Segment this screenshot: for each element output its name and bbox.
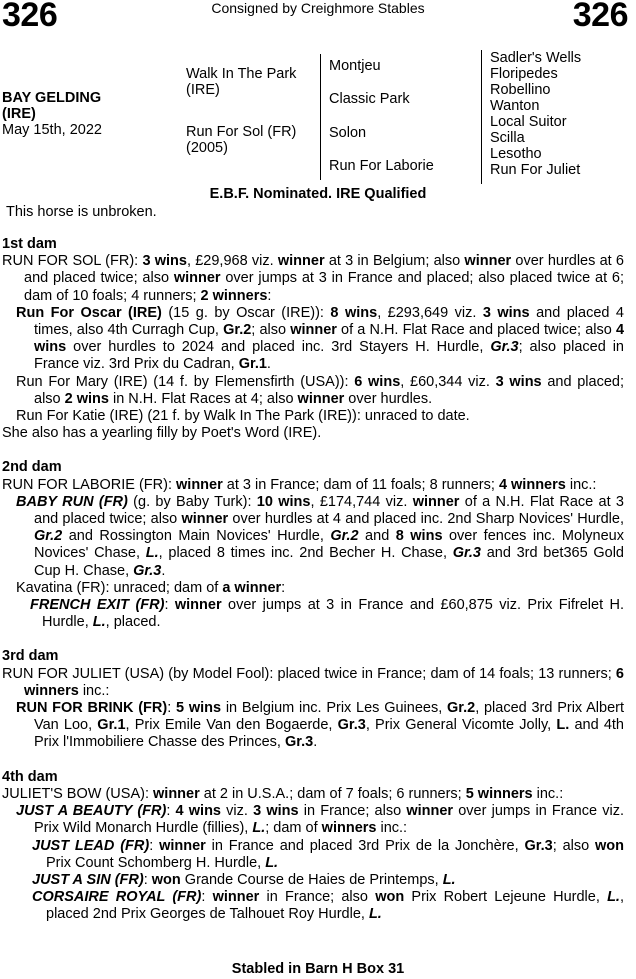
- pedigree-sire: Walk In The Park (IRE): [186, 66, 297, 98]
- pedigree-divider: [320, 54, 321, 180]
- dam-paragraph: RUN FOR LABORIE (FR): winner at 3 in France; dam of 11 foals; 8 runners; 4 winners inc.:: [2, 476, 597, 493]
- offspring-paragraph: She also has a yearling filly by Poet's Word (IRE).: [2, 425, 322, 442]
- section-heading: 4th dam: [2, 768, 58, 785]
- dam-paragraph: RUN FOR SOL (FR): 3 wins, £29,968 viz. winner at 3 in Belgium; also winner over hurdles at 6 and placed twice; also winner over jumps at 3 in France and placed; also placed twice at 6; dam of 10 foals; 4 runners; 2 winners:: [2, 253, 625, 304]
- horse-origin: (IRE): [2, 106, 36, 122]
- pedigree-dam-dam: Run For Laborie: [329, 158, 434, 174]
- offspring-paragraph: RUN FOR BRINK (FR): 5 wins in Belgium inc. Prix Les Guinees, Gr.2, placed 3rd Prix Albert Van Loo, Gr.1, Prix Emile Van den Bogaerde, Gr.3, Prix General Vicomte Jolly, L. and 4th Prix l'Immobiliere Chasse des Princes, Gr.3.: [16, 700, 624, 751]
- offspring-paragraph: Run For Katie (IRE) (21 f. by Walk In The Park (IRE)): unraced to date.: [16, 408, 470, 425]
- offspring-paragraph: Run For Oscar (IRE) (15 g. by Oscar (IRE)): 8 wins, £293,649 viz. 3 wins and placed 4 times, also 4th Curragh Cup, Gr.2; also winner of a N.H. Flat Race and placed twice; also 4 wins over hurdles to 2024 and placed inc. 3rd Stayers H. Hurdle, Gr.3; also placed in France viz. 3rd Prix du Cadran, Gr.1.: [16, 304, 625, 373]
- offspring-paragraph: Run For Mary (IRE) (14 f. by Flemensfirth (USA)): 6 wins, £60,344 viz. 3 wins and placed; also 2 wins in N.H. Flat Races at 4; also winner over hurdles.: [16, 373, 625, 407]
- horse-description: BAY GELDING: [2, 90, 102, 106]
- nomination-status: E.B.F. Nominated. IRE Qualified: [209, 186, 427, 202]
- section-heading: 2nd dam: [2, 459, 62, 476]
- pedigree-sire-sire: Montjeu: [329, 58, 381, 74]
- horse-info: [2, 90, 102, 138]
- offspring-paragraph: Kavatina (FR): unraced; dam of a winner:: [16, 579, 286, 596]
- consignor: Consigned by Creighmore Stables: [211, 0, 425, 16]
- stabling-info: Stabled in Barn H Box 31: [231, 961, 405, 977]
- offspring-paragraph: CORSAIRE ROYAL (FR): winner in France; also won Prix Robert Lejeune Hurdle, L., placed 2nd Prix Georges de Talhouet Roy Hurdle, L.: [32, 889, 624, 923]
- dam-paragraph: RUN FOR JULIET (USA) (by Model Fool): placed twice in France; dam of 14 foals; 13 runners; 6 winners inc.:: [2, 665, 624, 699]
- offspring-paragraph: JUST A BEAUTY (FR): 4 wins viz. 3 wins in France; also winner over jumps in France viz. Prix Wild Monarch Hurdle (fillies), L.; dam of winners inc.:: [16, 803, 624, 837]
- foaled-date: May 15th, 2022: [2, 122, 102, 138]
- section-heading: 3rd dam: [2, 648, 59, 665]
- section-heading: 1st dam: [2, 236, 57, 252]
- offspring-paragraph: FRENCH EXIT (FR): winner over jumps at 3 in France and £60,875 viz. Prix Fifrelet H. Hurdle, L., placed.: [30, 597, 625, 631]
- pedigree-divider: [481, 50, 482, 184]
- lot-number-right: 326: [572, 0, 628, 34]
- offspring-paragraph: JUST LEAD (FR): winner in France and placed 3rd Prix de la Jonchère, Gr.3; also won Prix Count Schomberg H. Hurdle, L.: [32, 837, 624, 871]
- pedigree-third-generation: Sadler's Wells Floripedes Robellino Wanton Local Suitor Scilla Lesotho Run For Juliet: [490, 50, 582, 178]
- offspring-paragraph: BABY RUN (FR) (g. by Baby Turk): 10 wins, £174,744 viz. winner of a N.H. Flat Race at 3 and placed twice; also winner over hurdles at 4 and placed inc. 2nd Sharp Novices' Hurdle, Gr.2 and Rossington Main Novices' Hurdle, Gr.2 and 8 wins over fences inc. Molyneux Novices' Chase, L., placed 8 times inc. 2nd Becher H. Chase, Gr.3 and 3rd bet365 Gold Cup H. Chase, Gr.3.: [16, 493, 624, 579]
- offspring-paragraph: JUST A SIN (FR): won Grande Course de Haies de Printemps, L.: [32, 871, 456, 888]
- pedigree-dam: Run For Sol (FR) (2005): [186, 124, 297, 156]
- pedigree-sire-dam: Classic Park: [329, 91, 410, 107]
- pedigree-dam-sire: Solon: [329, 125, 367, 141]
- dam-paragraph: JULIET'S BOW (USA): winner at 2 in U.S.A.; dam of 7 foals; 6 runners; 5 winners inc.:: [2, 785, 564, 802]
- catalogue-body: [2, 236, 624, 924]
- horse-note: This horse is unbroken.: [6, 204, 157, 220]
- lot-number-left: 326: [2, 0, 58, 34]
